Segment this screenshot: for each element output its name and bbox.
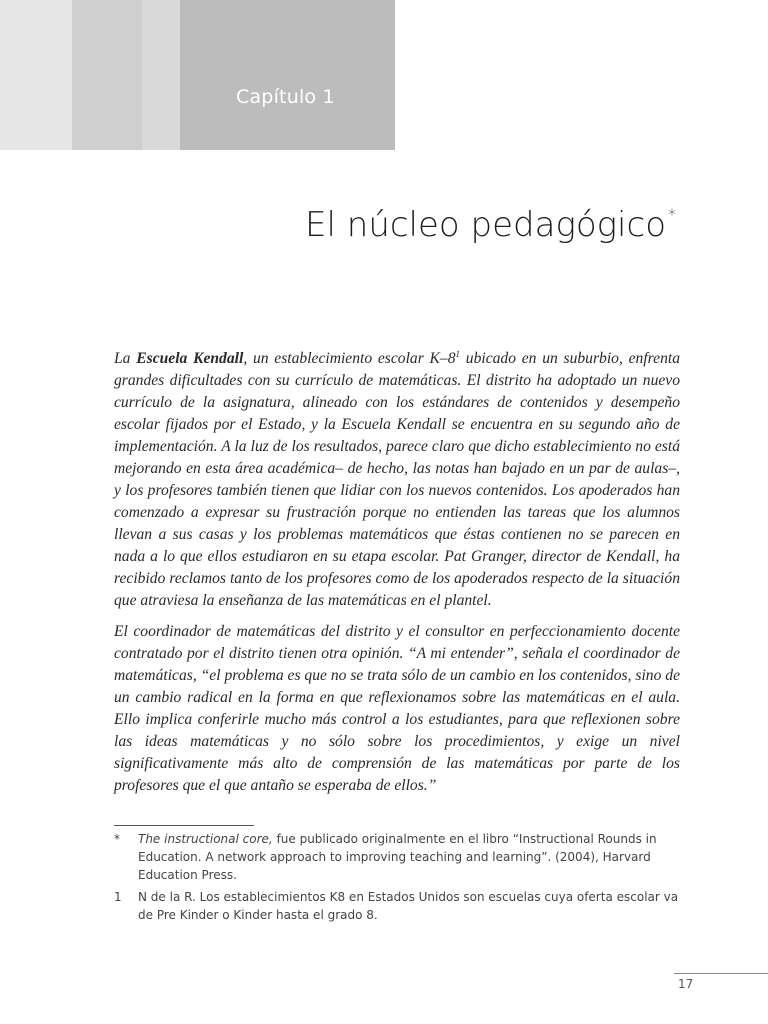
p1-rest: ubicado en un suburbio, enfrenta grandes dificultades con su currículo de matemáticas. El distrito ha adoptado un nuevo currículo de la asignatura, alineado con los estándares de contenidos y desempeño escolar fijados por el Estado, y la Escuela Kendall se encuentra en su segundo año de implementación. A la luz de los resultados, parece claro que dicho establecimiento no está mejorando en esta área académica– de hecho, las notas han bajado en un par de aulas–, y los profesores también tienen que lidiar con los nuevos contenidos. Los apoderados han comenzado a expresar su frustración porque no entienden las tareas que los alumnos llevan a sus casas y los problemas matemáticos que éstas contienen no se parecen en nada a lo que ellos estudiaron en su etapa escolar. Pat Granger, director de Kendall, ha recibido reclamos tanto de los profesores como de los apoderados respecto de la situación que atraviesa la enseñanza de las matemáticas en el plantel.: [114, 350, 680, 609]
footnote-item: [114, 830, 680, 884]
chapter-title-text: El núcleo pedagógico: [305, 205, 666, 245]
footnote-text: [138, 830, 680, 884]
chapter-body: [114, 343, 680, 806]
page-number: 17: [678, 977, 694, 991]
footnote-ref-1: 1: [455, 349, 461, 359]
header-band-soft: [142, 0, 180, 150]
p1-middle: , un establecimiento escolar K–8: [243, 350, 456, 367]
footnote-body: fue publicado originalmente en el libro “Instructional Rounds in Education. A network approach to improving teaching and learning”. (2004), Harvard Education Press.: [138, 832, 657, 882]
footnote-mark: *: [114, 832, 120, 846]
footnotes: [114, 830, 680, 928]
page-number-rule: [674, 973, 768, 974]
footnote-text: [138, 888, 680, 924]
header-band-mid: [72, 0, 142, 150]
footnote-italic: The instructional core,: [138, 832, 273, 846]
body-paragraph-1: [114, 343, 680, 612]
chapter-label: Capítulo 1: [236, 86, 335, 108]
p1-lead: La: [114, 350, 137, 367]
header-band-dark: [180, 0, 395, 150]
footnote-divider: [114, 825, 254, 826]
footnote-item: [114, 888, 680, 924]
footnote-mark: 1: [114, 890, 122, 904]
body-paragraph-2: El coordinador de matemáticas del distrito y el consultor en perfeccionamiento docente contratado por el distrito tienen otra opinión. “A mi entender”, señala el coordinador de matemáticas, “el problema es que no se trata sólo de un cambio en los contenidos, sino de un cambio radical en la forma en que reflexionamos sobre las matemáticas en el aula. Ello implica conferirle mucho más control a los estudiantes, para que reflexionen sobre las ideas matemáticas y no sólo sobre los procedimientos, y exige un nivel significativamente más alto de comprensión de las matemáticas por parte de los profesores que el que antaño se esperaba de ellos.”: [114, 623, 680, 794]
school-name: Escuela Kendall: [136, 350, 244, 367]
header-band-light: [0, 0, 72, 150]
footnote-body: N de la R. Los establecimientos K8 en Estados Unidos son escuelas cuya oferta escolar va de Pre Kinder o Kinder hasta el grado 8.: [138, 890, 679, 922]
chapter-title: [305, 205, 676, 245]
title-footnote-mark: *: [668, 205, 676, 224]
